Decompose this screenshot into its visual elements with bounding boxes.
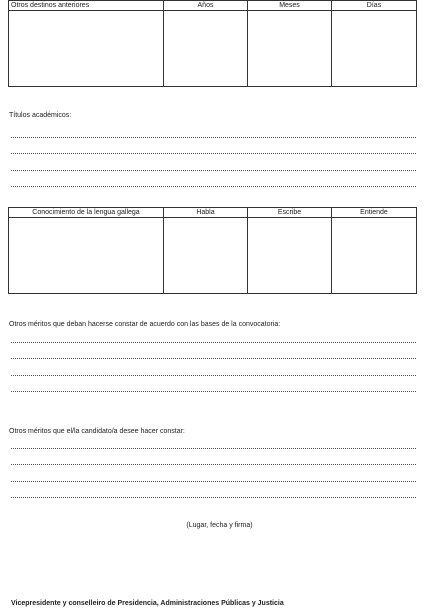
entiende-cell[interactable] xyxy=(332,218,417,294)
meritos-bases-label: Otros méritos que deban hacerse constar de acuerdo con las bases de la convocatoria: xyxy=(9,321,281,328)
footer-signatory: Vicepresidente y conselleiro de Presidencia, Administraciones Públicas y Justicia xyxy=(11,600,284,607)
escribe-header: Escribe xyxy=(248,208,332,218)
destinos-input-row[interactable] xyxy=(9,11,417,87)
lengua-table xyxy=(8,207,417,294)
meses-header: Meses xyxy=(248,1,332,11)
destinos-header-row xyxy=(9,1,417,11)
anos-cell[interactable] xyxy=(164,11,248,87)
meritos-candidato-line-3[interactable] xyxy=(11,481,416,482)
dias-header: Días xyxy=(332,1,417,11)
meritos-candidato-line-1[interactable] xyxy=(11,448,416,449)
lengua-header: Conocimiento de la lengua gallega xyxy=(9,208,164,218)
meritos-bases-line-2[interactable] xyxy=(11,358,416,359)
habla-header: Habla xyxy=(164,208,248,218)
meritos-bases-line-1[interactable] xyxy=(11,342,416,343)
lengua-cell[interactable] xyxy=(9,218,164,294)
habla-cell[interactable] xyxy=(164,218,248,294)
meritos-bases-line-3[interactable] xyxy=(11,375,416,376)
meritos-candidato-line-4[interactable] xyxy=(11,497,416,498)
meritos-candidato-label: Otros méritos que el/la candidato/a desee hacer constar: xyxy=(9,428,185,435)
entiende-header: Entiende xyxy=(332,208,417,218)
meses-cell[interactable] xyxy=(248,11,332,87)
destinos-table xyxy=(8,0,417,87)
titulos-line-4[interactable] xyxy=(11,186,416,187)
lengua-header-row xyxy=(9,208,417,218)
meritos-candidato-line-2[interactable] xyxy=(11,464,416,465)
signature-place-text: (Lugar, fecha y firma) xyxy=(186,522,253,529)
titulos-label: Títulos académicos: xyxy=(9,112,72,119)
dias-cell[interactable] xyxy=(332,11,417,87)
titulos-line-1[interactable] xyxy=(11,137,416,138)
titulos-line-2[interactable] xyxy=(11,153,416,154)
destinos-header: Otros destinos anteriores xyxy=(9,1,164,11)
titulos-line-3[interactable] xyxy=(11,170,416,171)
destinos-cell[interactable] xyxy=(9,11,164,87)
anos-header: Años xyxy=(164,1,248,11)
escribe-cell[interactable] xyxy=(248,218,332,294)
meritos-bases-line-4[interactable] xyxy=(11,391,416,392)
lengua-input-row[interactable] xyxy=(9,218,417,294)
